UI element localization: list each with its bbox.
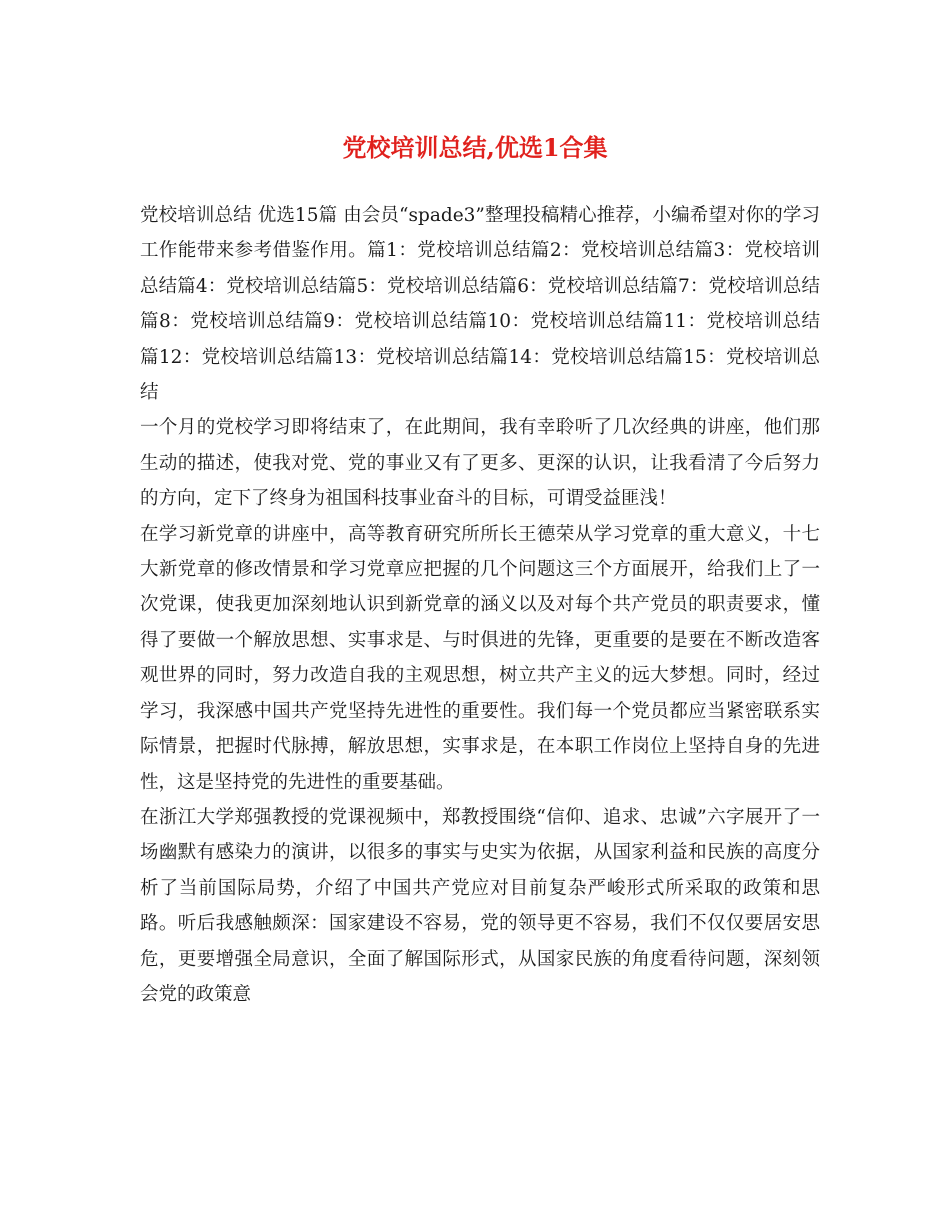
paragraph-party-constitution: 在学习新党章的讲座中，高等教育研究所所长王德荣从学习党章的重大意义，十七大新党章的修改情景和学习党章应把握的几个问题这三个方面展开，给我们上了一次党课，使我更加深刻地认识到新党章的涵义以及对每个共产党员的职责要求，懂得了要做一个解放思想、实事求是、与时俱进的先锋，更重要的是要在不断改造客观世界的同时，努力改造自我的主观思想，树立共产主义的远大梦想。同时，经过学习，我深感中国共产党坚持先进性的重要性。我们每一个党员都应当紧密联系实际情景，把握时代脉搏，解放思想，实事求是，在本职工作岗位上坚持自身的先进性，这是坚持党的先进性的重要基础。 — [140, 523, 820, 793]
document-title: 党校培训总结,优选1合集 — [342, 133, 608, 162]
document-body — [140, 198, 820, 1012]
paragraph-zheng-qiang-lecture: 在浙江大学郑强教授的党课视频中，郑教授围绕“信仰、追求、忠诚”六字展开了一场幽默有感染力的演讲，以很多的事实与史实为依据，从国家利益和民族的高度分析了当前国际局势，介绍了中国共产党应对目前复杂严峻形式所采取的政策和思路。听后我感触颇深：国家建设不容易，党的领导更不容易，我们不仅仅要居安思危，更要增强全局意识，全面了解国际形式，从国家民族的角度看待问题，深刻领会党的政策意 — [140, 806, 820, 1005]
paragraph-intro: 党校培训总结 优选15篇 由会员“spade3”整理投稿精心推荐，小编希望对你的学习工作能带来参考借鉴作用。篇1：党校培训总结篇2：党校培训总结篇3：党校培训总结篇4：党校培训总结篇5：党校培训总结篇6：党校培训总结篇7：党校培训总结篇8：党校培训总结篇9：党校培训总结篇10：党校培训总结篇11：党校培训总结篇12：党校培训总结篇13：党校培训总结篇14：党校培训总结篇15：党校培训总结 — [140, 205, 820, 404]
paragraph-study-summary: 一个月的党校学习即将结束了，在此期间，我有幸聆听了几次经典的讲座，他们那生动的描述，使我对党、党的事业又有了更多、更深的认识，让我看清了今后努力的方向，定下了终身为祖国科技事业奋斗的目标，可谓受益匪浅！ — [140, 417, 820, 510]
